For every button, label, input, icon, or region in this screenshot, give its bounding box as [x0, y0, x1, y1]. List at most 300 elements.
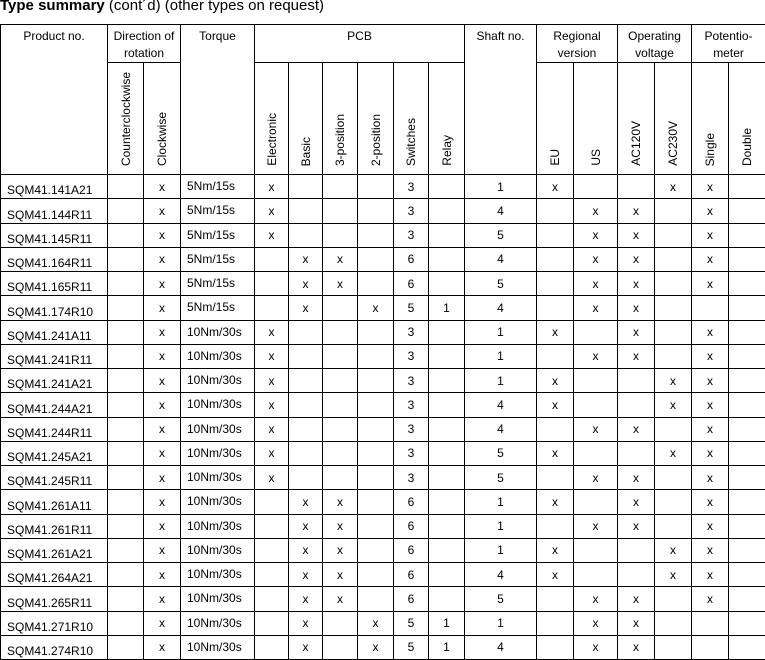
cell-2-position: x [358, 635, 394, 659]
cell-us [574, 490, 618, 514]
cell-3-position: x [323, 514, 358, 538]
cell-clockwise: x [144, 635, 181, 659]
table-row [1, 538, 765, 562]
subheader-eu: EU [537, 63, 574, 175]
cell-eu [537, 466, 574, 490]
cell-eu: x [537, 563, 574, 587]
cell-shaft: 4 [465, 247, 537, 271]
cell-clockwise: x [144, 369, 181, 393]
cell-electronic: x [255, 223, 289, 247]
cell-counterclockwise [108, 635, 144, 659]
cell-product: SQM41.241R11 [1, 344, 108, 368]
cell-eu: x [537, 369, 574, 393]
cell-switches: 5 [394, 611, 429, 635]
cell-switches: 6 [394, 587, 429, 611]
cell-switches: 3 [394, 417, 429, 441]
cell-switches: 3 [394, 199, 429, 223]
cell-shaft: 1 [465, 344, 537, 368]
cell-us: x [574, 466, 618, 490]
cell-relay [429, 441, 465, 465]
cell-ac120v: x [618, 247, 655, 271]
cell-3-position: x [323, 563, 358, 587]
cell-clockwise: x [144, 199, 181, 223]
cell-electronic: x [255, 320, 289, 344]
cell-ac230v [655, 223, 692, 247]
cell-single: x [692, 514, 729, 538]
cell-ac230v [655, 514, 692, 538]
cell-electronic: x [255, 393, 289, 417]
cell-shaft: 1 [465, 320, 537, 344]
cell-2-position [358, 223, 394, 247]
cell-counterclockwise [108, 441, 144, 465]
cell-relay [429, 466, 465, 490]
cell-us: x [574, 344, 618, 368]
cell-eu [537, 344, 574, 368]
cell-counterclockwise [108, 514, 144, 538]
cell-3-position [323, 320, 358, 344]
cell-ac120v: x [618, 466, 655, 490]
cell-basic: x [289, 587, 323, 611]
cell-electronic: x [255, 417, 289, 441]
cell-double [729, 320, 765, 344]
cell-2-position [358, 247, 394, 271]
cell-us [574, 369, 618, 393]
cell-eu: x [537, 393, 574, 417]
cell-2-position [358, 199, 394, 223]
header-voltage: Operating voltage [618, 25, 692, 63]
cell-3-position [323, 417, 358, 441]
cell-single [692, 296, 729, 320]
header-pcb: PCB [255, 25, 465, 63]
cell-shaft: 4 [465, 199, 537, 223]
header-shaft: Shaft no. [465, 25, 537, 175]
cell-double [729, 441, 765, 465]
cell-3-position [323, 393, 358, 417]
cell-3-position [323, 344, 358, 368]
cell-eu [537, 247, 574, 271]
cell-3-position: x [323, 538, 358, 562]
cell-switches: 5 [394, 296, 429, 320]
cell-clockwise: x [144, 466, 181, 490]
cell-ac230v: x [655, 538, 692, 562]
cell-product: SQM41.265R11 [1, 587, 108, 611]
cell-us: x [574, 296, 618, 320]
cell-shaft: 4 [465, 417, 537, 441]
subheader-single: Single [692, 63, 729, 175]
cell-2-position [358, 563, 394, 587]
cell-ac230v [655, 587, 692, 611]
cell-switches: 6 [394, 538, 429, 562]
cell-shaft: 1 [465, 175, 537, 199]
cell-product: SQM41.264A21 [1, 563, 108, 587]
cell-clockwise: x [144, 296, 181, 320]
cell-clockwise: x [144, 272, 181, 296]
cell-clockwise: x [144, 393, 181, 417]
cell-3-position [323, 296, 358, 320]
cell-ac230v: x [655, 393, 692, 417]
cell-shaft: 1 [465, 490, 537, 514]
cell-product: SQM41.261A11 [1, 490, 108, 514]
cell-switches: 6 [394, 247, 429, 271]
cell-us [574, 538, 618, 562]
cell-3-position: x [323, 490, 358, 514]
cell-electronic [255, 563, 289, 587]
cell-product: SQM41.245A21 [1, 441, 108, 465]
cell-counterclockwise [108, 417, 144, 441]
cell-electronic: x [255, 466, 289, 490]
subheader-basic: Basic [289, 63, 323, 175]
cell-us: x [574, 417, 618, 441]
cell-basic [289, 393, 323, 417]
table-row [1, 417, 765, 441]
cell-3-position [323, 635, 358, 659]
header-direction: Direction of rotation [108, 25, 181, 63]
cell-torque: 5Nm/15s [181, 247, 255, 271]
cell-ac120v [618, 441, 655, 465]
cell-torque: 10Nm/30s [181, 611, 255, 635]
cell-ac120v: x [618, 199, 655, 223]
cell-3-position [323, 199, 358, 223]
cell-ac120v [618, 175, 655, 199]
cell-electronic [255, 296, 289, 320]
cell-counterclockwise [108, 466, 144, 490]
subheader-ac120v: AC120V [618, 63, 655, 175]
cell-basic: x [289, 563, 323, 587]
cell-torque: 5Nm/15s [181, 175, 255, 199]
cell-double [729, 466, 765, 490]
table-row [1, 272, 765, 296]
cell-relay [429, 587, 465, 611]
cell-relay [429, 199, 465, 223]
cell-eu: x [537, 320, 574, 344]
subheader-3-position: 3-position [323, 63, 358, 175]
cell-double [729, 417, 765, 441]
cell-eu [537, 199, 574, 223]
type-summary-table [0, 24, 765, 660]
cell-clockwise: x [144, 587, 181, 611]
cell-single: x [692, 466, 729, 490]
cell-counterclockwise [108, 247, 144, 271]
cell-double [729, 175, 765, 199]
cell-single: x [692, 247, 729, 271]
cell-counterclockwise [108, 320, 144, 344]
table-row [1, 393, 765, 417]
cell-2-position [358, 272, 394, 296]
cell-switches: 3 [394, 466, 429, 490]
header-regional: Regional version [537, 25, 618, 63]
table-row [1, 199, 765, 223]
subheader-relay: Relay [429, 63, 465, 175]
cell-electronic: x [255, 199, 289, 223]
cell-switches: 6 [394, 490, 429, 514]
cell-clockwise: x [144, 175, 181, 199]
cell-double [729, 369, 765, 393]
cell-product: SQM41.245R11 [1, 466, 108, 490]
cell-switches: 3 [394, 393, 429, 417]
cell-torque: 5Nm/15s [181, 199, 255, 223]
cell-2-position: x [358, 296, 394, 320]
cell-basic: x [289, 296, 323, 320]
cell-switches: 3 [394, 344, 429, 368]
cell-2-position [358, 344, 394, 368]
cell-double [729, 393, 765, 417]
cell-relay [429, 393, 465, 417]
cell-2-position [358, 587, 394, 611]
cell-us [574, 320, 618, 344]
cell-electronic [255, 587, 289, 611]
cell-us: x [574, 611, 618, 635]
cell-torque: 10Nm/30s [181, 344, 255, 368]
cell-electronic [255, 272, 289, 296]
cell-torque: 10Nm/30s [181, 417, 255, 441]
cell-us [574, 441, 618, 465]
cell-relay [429, 369, 465, 393]
cell-ac120v: x [618, 320, 655, 344]
cell-counterclockwise [108, 344, 144, 368]
cell-product: SQM41.261R11 [1, 514, 108, 538]
header-potentiometer: Potentio- meter [692, 25, 765, 63]
cell-ac230v [655, 611, 692, 635]
cell-ac120v [618, 563, 655, 587]
cell-counterclockwise [108, 563, 144, 587]
cell-switches: 6 [394, 563, 429, 587]
cell-product: SQM41.241A21 [1, 369, 108, 393]
cell-ac120v [618, 369, 655, 393]
cell-shaft: 1 [465, 369, 537, 393]
cell-double [729, 247, 765, 271]
cell-ac230v [655, 635, 692, 659]
cell-double [729, 538, 765, 562]
cell-single: x [692, 441, 729, 465]
table-row [1, 344, 765, 368]
cell-us: x [574, 272, 618, 296]
cell-basic [289, 441, 323, 465]
cell-torque: 10Nm/30s [181, 393, 255, 417]
cell-product: SQM41.261A21 [1, 538, 108, 562]
cell-ac230v [655, 466, 692, 490]
cell-relay: 1 [429, 296, 465, 320]
cell-basic [289, 199, 323, 223]
cell-shaft: 5 [465, 272, 537, 296]
cell-ac230v [655, 344, 692, 368]
cell-2-position [358, 538, 394, 562]
cell-3-position [323, 175, 358, 199]
cell-relay [429, 514, 465, 538]
cell-shaft: 4 [465, 563, 537, 587]
header-product: Product no. [1, 25, 108, 175]
cell-product: SQM41.274R10 [1, 635, 108, 659]
cell-electronic [255, 490, 289, 514]
cell-ac230v [655, 490, 692, 514]
cell-ac230v [655, 320, 692, 344]
cell-electronic [255, 635, 289, 659]
cell-shaft: 4 [465, 393, 537, 417]
cell-us: x [574, 635, 618, 659]
cell-clockwise: x [144, 441, 181, 465]
cell-2-position [358, 320, 394, 344]
cell-relay: 1 [429, 611, 465, 635]
cell-2-position [358, 393, 394, 417]
cell-torque: 10Nm/30s [181, 538, 255, 562]
cell-shaft: 5 [465, 441, 537, 465]
cell-relay: 1 [429, 635, 465, 659]
cell-single: x [692, 344, 729, 368]
subheader-electronic: Electronic [255, 63, 289, 175]
cell-double [729, 587, 765, 611]
cell-torque: 5Nm/15s [181, 223, 255, 247]
cell-switches: 5 [394, 635, 429, 659]
subheader-us: US [574, 63, 618, 175]
cell-single: x [692, 587, 729, 611]
table-row [1, 296, 765, 320]
cell-counterclockwise [108, 490, 144, 514]
cell-eu [537, 587, 574, 611]
cell-2-position [358, 514, 394, 538]
cell-electronic [255, 538, 289, 562]
cell-ac230v [655, 199, 692, 223]
cell-basic [289, 175, 323, 199]
cell-counterclockwise [108, 611, 144, 635]
cell-ac230v: x [655, 441, 692, 465]
cell-electronic [255, 611, 289, 635]
cell-basic [289, 223, 323, 247]
cell-relay [429, 538, 465, 562]
cell-double [729, 296, 765, 320]
cell-basic [289, 417, 323, 441]
cell-product: SQM41.165R11 [1, 272, 108, 296]
subheader-double: Double [729, 63, 765, 175]
cell-eu [537, 514, 574, 538]
cell-product: SQM41.271R10 [1, 611, 108, 635]
cell-counterclockwise [108, 587, 144, 611]
cell-single [692, 611, 729, 635]
cell-basic [289, 344, 323, 368]
cell-clockwise: x [144, 611, 181, 635]
cell-us [574, 175, 618, 199]
cell-product: SQM41.145R11 [1, 223, 108, 247]
cell-product: SQM41.141A21 [1, 175, 108, 199]
cell-torque: 10Nm/30s [181, 635, 255, 659]
cell-ac230v: x [655, 563, 692, 587]
table-row [1, 223, 765, 247]
table-row [1, 320, 765, 344]
cell-torque: 5Nm/15s [181, 272, 255, 296]
cell-relay [429, 223, 465, 247]
cell-eu: x [537, 538, 574, 562]
cell-switches: 3 [394, 223, 429, 247]
cell-eu [537, 296, 574, 320]
cell-2-position: x [358, 611, 394, 635]
cell-single [692, 635, 729, 659]
cell-clockwise: x [144, 320, 181, 344]
cell-basic: x [289, 635, 323, 659]
cell-double [729, 199, 765, 223]
table-body [1, 175, 765, 660]
cell-eu [537, 223, 574, 247]
cell-basic: x [289, 611, 323, 635]
cell-ac230v [655, 247, 692, 271]
cell-shaft: 5 [465, 587, 537, 611]
table-row [1, 175, 765, 199]
cell-shaft: 1 [465, 514, 537, 538]
cell-torque: 10Nm/30s [181, 490, 255, 514]
cell-torque: 10Nm/30s [181, 563, 255, 587]
cell-counterclockwise [108, 296, 144, 320]
table-row [1, 466, 765, 490]
cell-relay [429, 344, 465, 368]
cell-counterclockwise [108, 393, 144, 417]
cell-basic [289, 466, 323, 490]
cell-clockwise: x [144, 247, 181, 271]
cell-double [729, 490, 765, 514]
subheader-2-position: 2-position [358, 63, 394, 175]
title-bold: Type summary [0, 0, 105, 14]
cell-single: x [692, 369, 729, 393]
cell-eu: x [537, 175, 574, 199]
cell-counterclockwise [108, 199, 144, 223]
cell-shaft: 4 [465, 635, 537, 659]
cell-ac120v: x [618, 611, 655, 635]
cell-basic: x [289, 272, 323, 296]
cell-relay [429, 272, 465, 296]
cell-electronic: x [255, 441, 289, 465]
cell-ac230v [655, 417, 692, 441]
table-row [1, 247, 765, 271]
cell-electronic: x [255, 344, 289, 368]
cell-clockwise: x [144, 538, 181, 562]
cell-single: x [692, 199, 729, 223]
cell-shaft: 5 [465, 223, 537, 247]
cell-clockwise: x [144, 223, 181, 247]
cell-switches: 3 [394, 369, 429, 393]
cell-relay [429, 175, 465, 199]
page-title [0, 0, 324, 16]
cell-eu [537, 417, 574, 441]
cell-2-position [358, 441, 394, 465]
cell-basic [289, 320, 323, 344]
cell-ac230v [655, 272, 692, 296]
cell-eu [537, 272, 574, 296]
cell-clockwise: x [144, 490, 181, 514]
cell-3-position [323, 441, 358, 465]
cell-us [574, 563, 618, 587]
cell-torque: 10Nm/30s [181, 369, 255, 393]
cell-basic: x [289, 514, 323, 538]
cell-single: x [692, 175, 729, 199]
cell-eu: x [537, 441, 574, 465]
cell-us: x [574, 223, 618, 247]
cell-3-position: x [323, 247, 358, 271]
cell-single: x [692, 417, 729, 441]
cell-torque: 10Nm/30s [181, 441, 255, 465]
cell-switches: 3 [394, 175, 429, 199]
cell-us: x [574, 587, 618, 611]
cell-basic: x [289, 490, 323, 514]
cell-switches: 6 [394, 272, 429, 296]
subheader-switches: Switches [394, 63, 429, 175]
cell-3-position [323, 466, 358, 490]
cell-ac120v [618, 393, 655, 417]
cell-double [729, 223, 765, 247]
cell-torque: 10Nm/30s [181, 587, 255, 611]
cell-ac230v: x [655, 369, 692, 393]
cell-switches: 3 [394, 441, 429, 465]
cell-relay [429, 320, 465, 344]
cell-3-position: x [323, 587, 358, 611]
cell-counterclockwise [108, 175, 144, 199]
cell-electronic [255, 514, 289, 538]
cell-torque: 10Nm/30s [181, 320, 255, 344]
